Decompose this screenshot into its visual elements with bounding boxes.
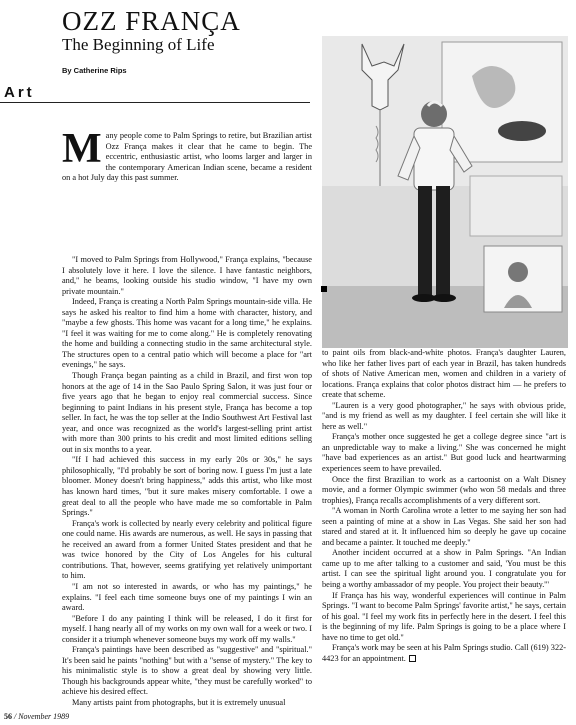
section-rule	[0, 102, 310, 103]
article-subtitle: The Beginning of Life	[62, 35, 215, 54]
section-tag: Art	[4, 84, 35, 101]
paragraph: "I moved to Palm Springs from Hollywood," França explains, "because I absolutely love it here. I love the silence. I have fantastic neighbors, and," he beams, looking outside his studio window, "I have my own private mountain."	[62, 255, 312, 296]
section-bullet	[321, 286, 327, 292]
byline: By Catherine Rips	[62, 66, 127, 75]
folio	[4, 712, 69, 722]
paragraph: Once the first Brazilian to work as a cartoonist on a Walt Disney movie, and a former Olympic swimmer (who won 58 medals and three trophies), França recalls accomplishments of a very different sort.	[322, 474, 566, 505]
paragraph: Indeed, França is creating a North Palm Springs mountain-side villa. He says he asked his realtor to find him a home with character, history, and "maybe a few ghosts. This home was vacant for a long time," he explains. "I feel it was waiting for me to come along." He is completely renovating the home and building a connecting studio in the same architectural style. The structures open to a central patio which will become a place for "art evenings," he says.	[62, 297, 312, 370]
issue-date: / November 1989	[14, 712, 70, 721]
paragraph: "Before I do any painting I think will be released, I do it first for myself. I hang nearly all of my works on my own wall for a week or two. I consider it a triumph whenever someone buys my work off my walls."	[62, 613, 312, 644]
article-title: OZZ FRANÇA	[62, 6, 241, 36]
paragraph: If França has his way, wonderful experiences will continue in Palm Springs. "I want to become Palm Springs' favorite artist," he says, certain of his goal. "I feel my work fits in perfectly here in the desert. I feel this is the beginning of my life. Palm Springs is going to be a place where I have no time to get old."	[322, 590, 566, 642]
paragraph: "Lauren is a very good photographer," he says with obvious pride, "and is my friend as well as my daughter. I feel certain she will like it here as well."	[322, 400, 566, 431]
paragraph: Though França began painting as a child in Brazil, and first won top honors at the age of 14 in the Sao Paulo Spring Salon, it was just four or five years ago that he began to enjoy real commercial success. Since beginning to paint Indians in his present style, França has become a top seller. In fact, he was the top seller at the Indio Southwest Art Festival last year, and once was recognized as the world's largest-selling print artist with more than 300 prints to his credit and most limited editions selling out in six months to a year.	[62, 371, 312, 454]
left-column	[62, 150, 312, 707]
end-mark-icon	[409, 655, 416, 662]
paragraph: "A woman in North Carolina wrote a letter to me saying her son had seen a painting of mine at a show in Las Vegas. She said her son had stared and stared at it. It influenced him so deeply he gave up cocaine and became a painter. It touched me deeply."	[322, 506, 566, 547]
paragraph: "I am not so interested in awards, or who has my paintings," he explains. "I feel each time someone buys one of my paintings I win an award.	[62, 581, 312, 613]
paragraph: França's paintings have been described as "suggestive" and "spiritual." It's been said he paints "nothing" but with a "sense of mystery." The key to his minimalistic style is to show a great deal by showing very little. Though his backgrounds appear white, "they must be carefully worked" to achieve his desired effect.	[62, 645, 312, 697]
paragraph: França's work is collected by nearly every celebrity and political figure one could name. His awards are numerous, as well. He says in passing that he received an award from a former United States president and that he was twice honored by the City of Los Angeles for his cultural contributions. That, however, seems gratifying yet relatively unimportant to him.	[62, 518, 312, 581]
closing-paragraph: França's work may be seen at his Palm Springs studio. Call (619) 322-4423 for an appointment.	[322, 643, 566, 663]
page-number: 56	[4, 712, 12, 721]
right-column	[322, 348, 566, 718]
paragraph: Another incident occurred at a show in Palm Springs. "An Indian came up to me after talking to a customer and said, 'You must be this artist. I can see the spiritual light around you. I congratulate you for being a worthy ambassador of my people. You project their beauty.'"	[322, 548, 566, 590]
photo-illustration	[322, 36, 568, 348]
intro-text: any people come to Palm Springs to retire, but Brazilian artist Ozz França makes it clear that he came to begin. The eccentric, enthusiastic artist, who looms larger and larger in the contemporary American Indian scene, became a resident on a hot July day this past summer.	[62, 131, 312, 183]
paragraph: Many artists paint from photographs, but it is extremely unusual	[72, 697, 286, 707]
paragraph: to paint oils from black-and-white photos. França's daughter Lauren, who like her father lives part of each year in Brazil, has taken hundreds of shots of Native American men, women and children in a variety of locations. França explains that color photos distract him — he prefers to create that scheme.	[322, 348, 566, 400]
drop-cap: M	[62, 126, 102, 172]
artist-studio-photo	[322, 36, 568, 348]
paragraph: "If I had achieved this success in my early 20s or 30s," he says philosophically, "I'd probably be sort of boring now. I guess I'm just a late bloomer. Money doesn't bring happiness," adds this artist, who like most has known hard times, "but it sure makes misery comfortable. I owe a great deal to all the people who have made me so comfortable in Palm Springs."	[62, 455, 312, 518]
paragraph: França's mother once suggested he get a college degree since "art is an unpredictable way to make a living." She was concerned he might "have bad experiences as an artist." But good luck and heartwarming experiences seem to have prevailed.	[322, 432, 566, 474]
